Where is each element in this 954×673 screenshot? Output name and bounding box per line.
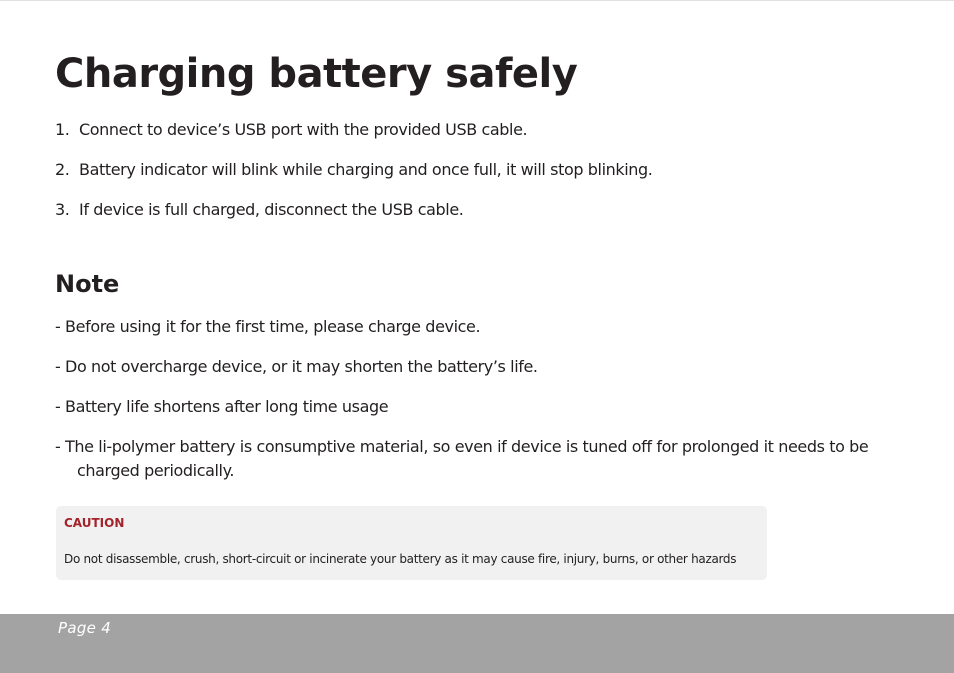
step-item: [55, 159, 652, 181]
caution-title: CAUTION: [64, 516, 125, 530]
note-heading: Note: [55, 270, 120, 298]
page-footer: [0, 614, 954, 673]
page-number: Page 4: [58, 619, 112, 637]
top-divider: [0, 0, 954, 1]
note-item: - Before using it for the first time, please charge device.: [55, 317, 481, 336]
charging-steps-list: [55, 119, 652, 239]
page-title: Charging battery safely: [55, 51, 578, 97]
step-text: If device is full charged, disconnect the USB cable.: [79, 200, 464, 219]
step-item: [55, 199, 652, 221]
step-text: Battery indicator will blink while charging and once full, it will stop blinking.: [79, 160, 653, 179]
note-item: - The li-polymer battery is consumptive material, so even if device is tuned off for prolonged it needs to be charged periodically.: [55, 437, 869, 480]
step-item: [55, 119, 652, 141]
step-number: 2.: [55, 160, 70, 179]
caution-text: Do not disassemble, crush, short-circuit or incinerate your battery as it may cause fire, injury, burns, or other hazards: [64, 552, 737, 566]
step-text: Connect to device’s USB port with the provided USB cable.: [79, 120, 528, 139]
note-item: - Do not overcharge device, or it may shorten the battery’s life.: [55, 357, 538, 376]
note-item: - Battery life shortens after long time usage: [55, 397, 389, 416]
notes-list: [55, 315, 875, 499]
caution-box: [56, 506, 767, 580]
step-number: 1.: [55, 120, 70, 139]
step-number: 3.: [55, 200, 70, 219]
